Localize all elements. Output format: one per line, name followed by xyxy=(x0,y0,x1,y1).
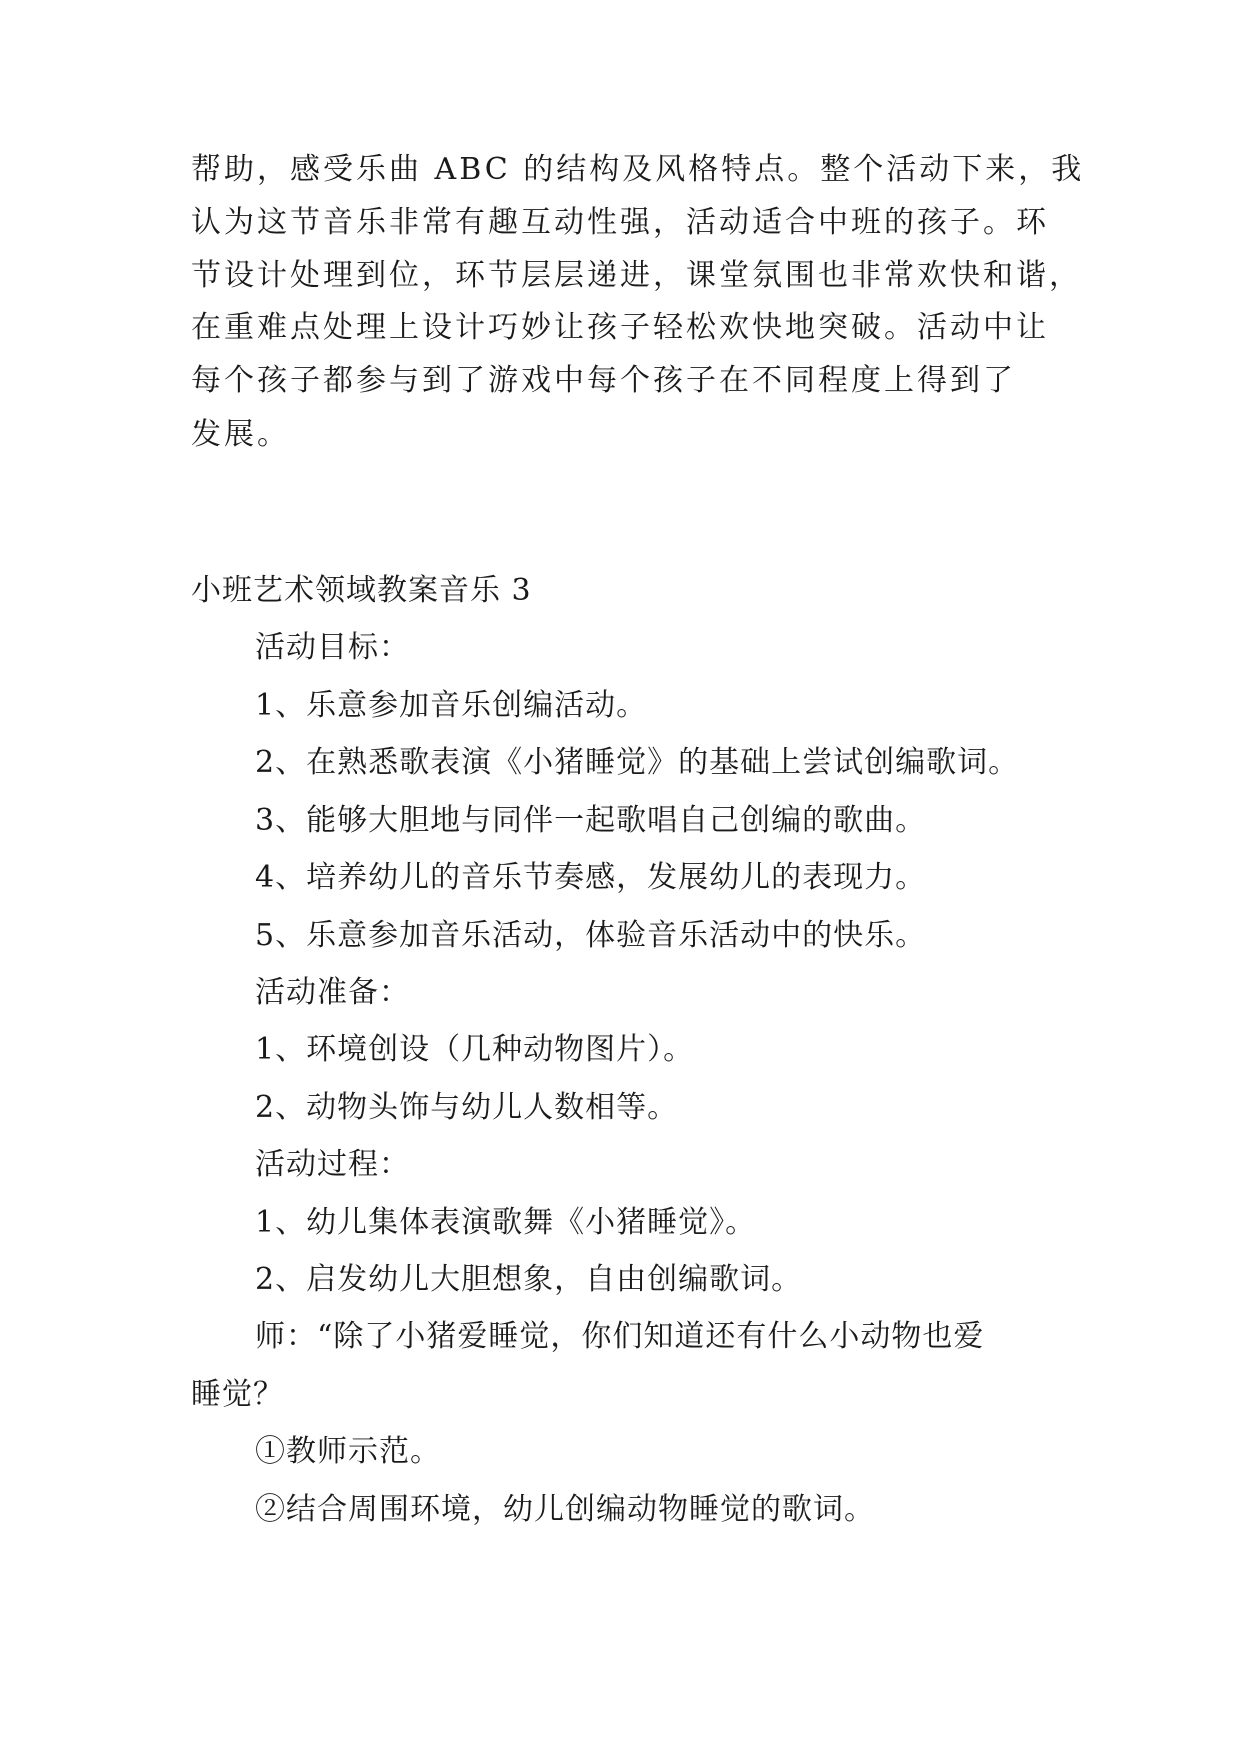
intro-line: 每个孩子都参与到了游戏中每个孩子在不同程度上得到了 xyxy=(191,363,1016,398)
prep-item: 2、动物头饰与幼儿人数相等。 xyxy=(255,1090,679,1125)
section-title: 小班艺术领域教案音乐 3 xyxy=(191,573,532,608)
substep-item: ①教师示范。 xyxy=(255,1434,441,1469)
intro-line: 帮助，感受乐曲 ABC 的结构及风格特点。整个活动下来，我 xyxy=(191,152,1085,187)
substep-item: ②结合周围环境，幼儿创编动物睡觉的歌词。 xyxy=(255,1492,875,1527)
process-heading: 活动过程： xyxy=(255,1147,410,1182)
intro-line: 认为这节音乐非常有趣互动性强，活动适合中班的孩子。环 xyxy=(191,205,1049,240)
intro-line: 在重难点处理上设计巧妙让孩子轻松欢快地突破。活动中让 xyxy=(191,310,1049,345)
goal-item: 3、能够大胆地与同伴一起歌唱自己创编的歌曲。 xyxy=(255,803,927,838)
goal-item: 2、在熟悉歌表演《小猪睡觉》的基础上尝试创编歌词。 xyxy=(255,745,1020,780)
goal-item: 5、乐意参加音乐活动，体验音乐活动中的快乐。 xyxy=(255,918,927,953)
intro-line: 节设计处理到位，环节层层递进，课堂氛围也非常欢快和谐， xyxy=(191,258,1082,293)
teacher-quote-line: 师：“除了小猪爱睡觉，你们知道还有什么小动物也爱 xyxy=(255,1319,985,1354)
goals-heading: 活动目标： xyxy=(255,630,410,665)
intro-line: 发展。 xyxy=(191,417,290,452)
goal-item: 1、乐意参加音乐创编活动。 xyxy=(255,688,648,723)
prep-item: 1、环境创设（几种动物图片）。 xyxy=(255,1032,695,1067)
goal-item: 4、培养幼儿的音乐节奏感，发展幼儿的表现力。 xyxy=(255,860,927,895)
teacher-quote-line: 睡觉？ xyxy=(191,1377,284,1412)
process-item: 2、启发幼儿大胆想象，自由创编歌词。 xyxy=(255,1262,803,1297)
prep-heading: 活动准备： xyxy=(255,975,410,1010)
process-item: 1、幼儿集体表演歌舞《小猪睡觉》。 xyxy=(255,1205,757,1240)
